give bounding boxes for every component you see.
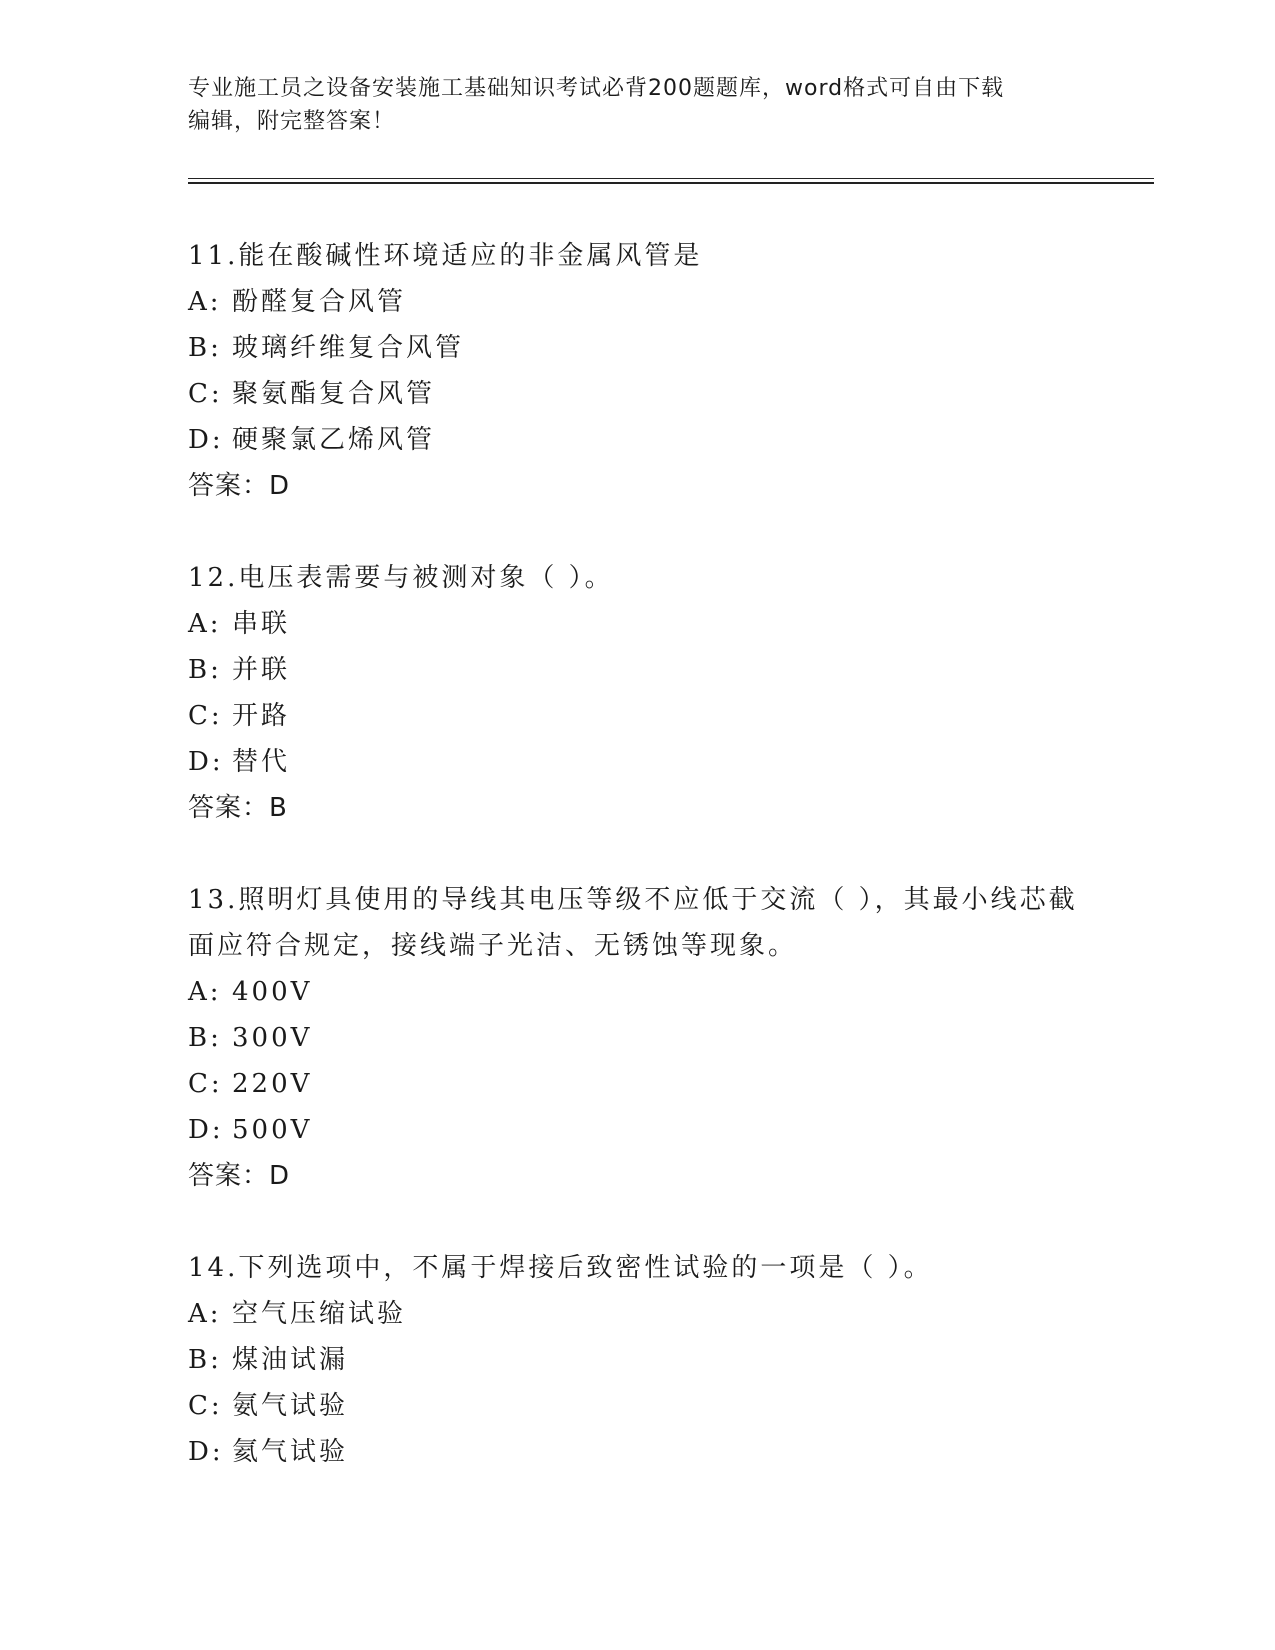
- question-stem: 11.能在酸碱性环境适应的非金属风管是: [188, 241, 703, 271]
- document-header: [188, 72, 1068, 138]
- question-13: [188, 877, 1088, 1199]
- question-14: [188, 1245, 1088, 1475]
- option-text: 串联: [232, 609, 291, 639]
- option-text: 替代: [232, 747, 291, 777]
- option-key: A:: [188, 287, 222, 317]
- option-d: [188, 417, 1088, 463]
- option-a: [188, 601, 1088, 647]
- option-text: 氦气试验: [232, 1437, 349, 1467]
- question-stem: 13.照明灯具使用的导线其电压等级不应低于交流（ ），其最小线芯截面应符合规定，接线端子光洁、无锈蚀等现象。: [188, 885, 1078, 961]
- header-divider-thick: [188, 182, 1154, 184]
- option-key: B:: [188, 655, 222, 685]
- option-d: [188, 1429, 1088, 1475]
- option-text: 400V: [232, 977, 313, 1007]
- option-c: [188, 1383, 1088, 1429]
- option-key: B:: [188, 1345, 222, 1375]
- option-text: 开路: [232, 701, 291, 731]
- option-key: A:: [188, 977, 222, 1007]
- option-a: [188, 1291, 1088, 1337]
- question-stem: 14.下列选项中，不属于焊接后致密性试验的一项是（ ）。: [188, 1253, 933, 1283]
- option-b: [188, 1337, 1088, 1383]
- question-list: [188, 233, 1088, 1521]
- option-d: [188, 739, 1088, 785]
- answer: 答案：B: [188, 793, 288, 823]
- question-stem: 12.电压表需要与被测对象（ ）。: [188, 563, 614, 593]
- answer: 答案：D: [188, 471, 291, 501]
- option-key: A:: [188, 609, 222, 639]
- option-text: 300V: [232, 1023, 313, 1053]
- option-key: D:: [188, 425, 224, 455]
- answer: 答案：D: [188, 1161, 291, 1191]
- option-key: C:: [188, 379, 223, 409]
- option-d: [188, 1107, 1088, 1153]
- option-text: 聚氨酯复合风管: [232, 379, 436, 409]
- option-key: D:: [188, 1437, 224, 1467]
- option-key: B:: [188, 1023, 222, 1053]
- question-11: [188, 233, 1088, 509]
- option-b: [188, 1015, 1088, 1061]
- option-b: [188, 325, 1088, 371]
- option-text: 220V: [232, 1069, 313, 1099]
- option-key: D:: [188, 747, 224, 777]
- header-divider-thin: [188, 178, 1154, 179]
- question-12: [188, 555, 1088, 831]
- header-line-1: 专业施工员之设备安装施工基础知识考试必背200题题库，word格式可自由下载: [188, 76, 1005, 101]
- option-key: B:: [188, 333, 222, 363]
- option-text: 氨气试验: [232, 1391, 349, 1421]
- option-text: 煤油试漏: [232, 1345, 349, 1375]
- option-key: C:: [188, 701, 223, 731]
- option-text: 酚醛复合风管: [232, 287, 407, 317]
- header-line-2: 编辑，附完整答案！: [188, 109, 396, 134]
- option-key: C:: [188, 1391, 223, 1421]
- option-key: C:: [188, 1069, 223, 1099]
- option-text: 硬聚氯乙烯风管: [232, 425, 436, 455]
- option-c: [188, 1061, 1088, 1107]
- option-key: D:: [188, 1115, 224, 1145]
- option-text: 空气压缩试验: [232, 1299, 407, 1329]
- option-c: [188, 693, 1088, 739]
- option-a: [188, 279, 1088, 325]
- option-text: 玻璃纤维复合风管: [232, 333, 465, 363]
- option-text: 500V: [232, 1115, 313, 1145]
- option-key: A:: [188, 1299, 222, 1329]
- option-c: [188, 371, 1088, 417]
- option-a: [188, 969, 1088, 1015]
- option-text: 并联: [232, 655, 291, 685]
- option-b: [188, 647, 1088, 693]
